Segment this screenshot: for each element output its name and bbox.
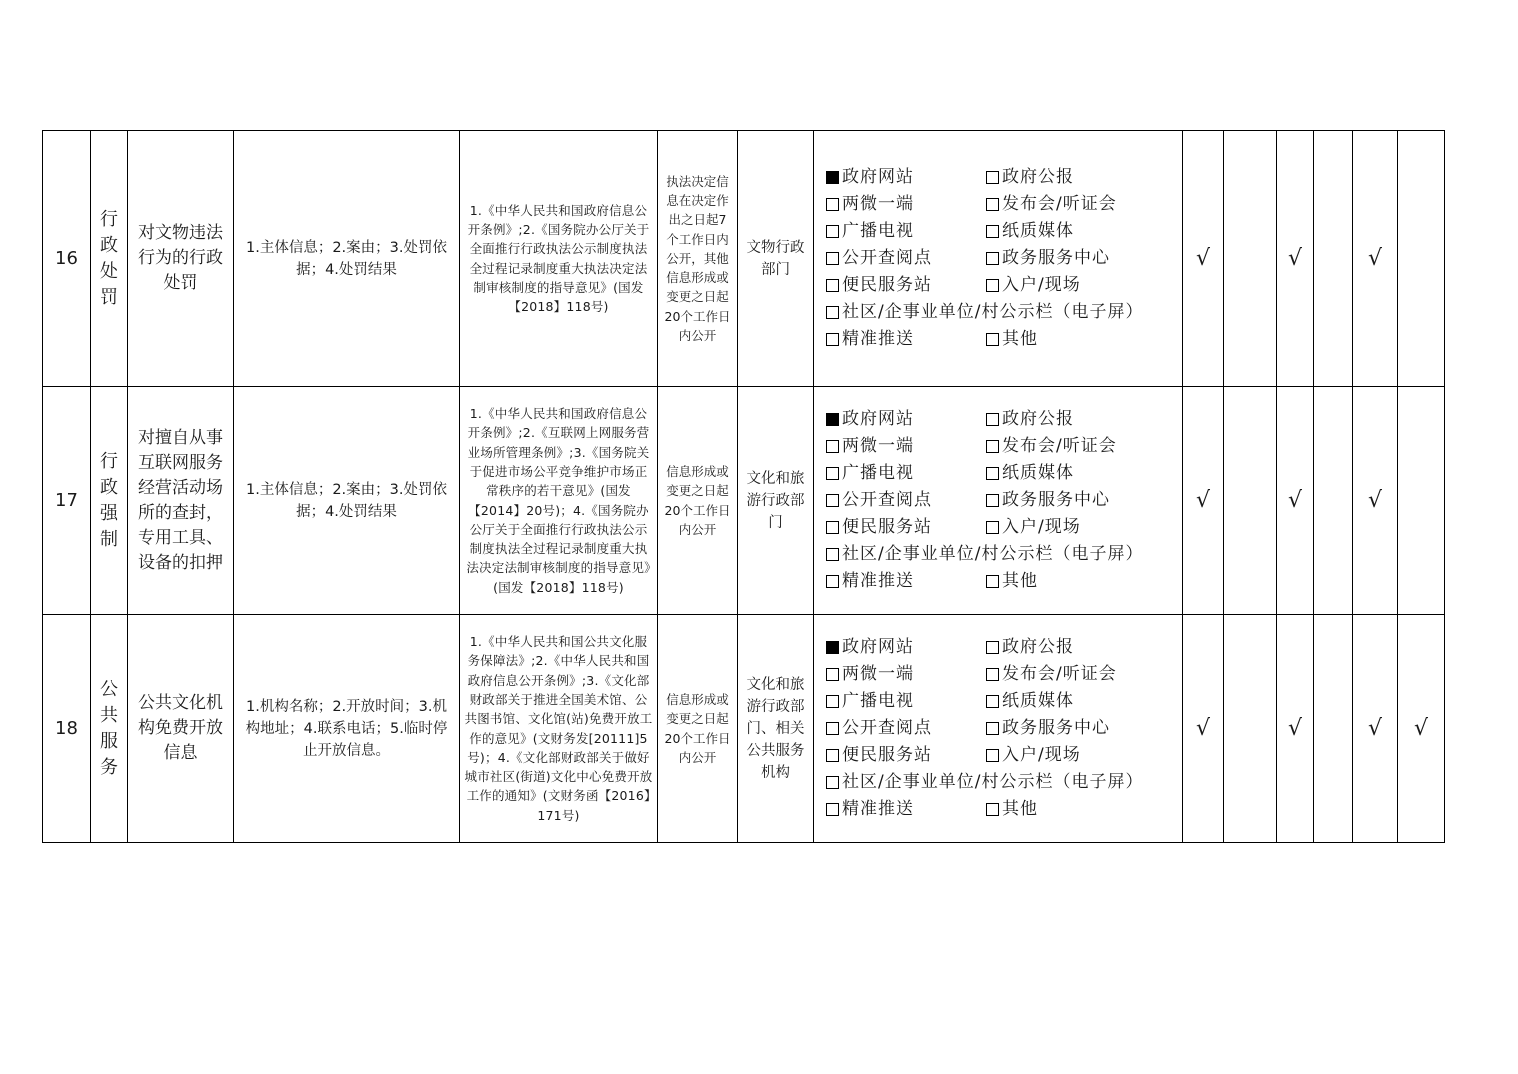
channel-label: 纸质媒体	[1002, 691, 1074, 711]
mark-cell: √	[1183, 387, 1224, 615]
checkbox-icon[interactable]	[986, 749, 999, 762]
channel-option[interactable]	[986, 191, 1183, 218]
item-name: 对擅自从事互联网服务经营活动场所的查封，专用工具、设备的扣押	[128, 387, 234, 615]
mark-cell	[1224, 387, 1277, 615]
disclosure-subject: 文化和旅游行政部门	[738, 387, 814, 615]
category-char: 政	[100, 476, 118, 498]
legal-basis: 1.《中华人民共和国政府信息公开条例》;2.《互联网上网服务营业场所管理条例》;3.《国务院关于促进市场公平竞争维护市场正常秩序的若干意见》(国发【2014】20号)；4.《国务院办公厅关于全面推行行政执法公示制度执法全过程记录制度重大执法决定法制审核制度的指导意见》(国发【2018】118号)	[460, 387, 658, 615]
checkbox-icon[interactable]	[986, 494, 999, 507]
table-row	[43, 131, 1445, 387]
mark-cell: √	[1183, 615, 1224, 843]
category-char: 罚	[100, 286, 118, 308]
checkbox-icon[interactable]	[826, 575, 839, 588]
channel-label: 精准推送	[842, 571, 914, 591]
channel-label: 发布会/听证会	[1002, 664, 1117, 684]
checkbox-icon[interactable]	[826, 467, 839, 480]
channel-label: 公开查阅点	[842, 490, 932, 510]
channel-option[interactable]	[826, 487, 986, 514]
category-char: 服	[100, 730, 118, 752]
checked-box-icon[interactable]	[826, 171, 839, 184]
channel-label: 政务服务中心	[1002, 718, 1110, 738]
category-cell	[91, 131, 128, 387]
checkbox-icon[interactable]	[986, 413, 999, 426]
channel-label: 便民服务站	[842, 517, 932, 537]
channel-option[interactable]	[986, 661, 1183, 688]
mark-cell: √	[1277, 615, 1314, 843]
mark-cell	[1314, 615, 1353, 843]
channel-label: 入户/现场	[1002, 517, 1081, 537]
checkbox-icon[interactable]	[826, 776, 839, 789]
checked-box-icon[interactable]	[826, 413, 839, 426]
channel-label: 政府公报	[1002, 409, 1074, 429]
channel-label: 广播电视	[842, 463, 914, 483]
checkbox-icon[interactable]	[826, 521, 839, 534]
channel-label: 广播电视	[842, 221, 914, 241]
disclosure-time: 信息形成或变更之日起20个工作日内公开	[658, 615, 738, 843]
channel-option[interactable]	[826, 634, 986, 661]
checkbox-icon[interactable]	[986, 198, 999, 211]
checked-box-icon[interactable]	[826, 641, 839, 654]
legal-basis: 1.《中华人民共和国公共文化服务保障法》;2.《中华人民共和国政府信息公开条例》;3.《文化部财政部关于推进全国美术馆、公共图书馆、文化馆(站)免费开放工作的意见》(文财务发[20111]5号)；4.《文化部财政部关于做好城市社区(街道)文化中心免费开放工作的通知》(文财务函【2016】171号)	[460, 615, 658, 843]
channel-option[interactable]	[986, 272, 1183, 299]
channel-option[interactable]	[826, 742, 986, 769]
mark-cell	[1314, 131, 1353, 387]
checkbox-icon[interactable]	[826, 252, 839, 265]
category-char: 强	[100, 502, 118, 524]
checkbox-icon[interactable]	[826, 494, 839, 507]
category-char: 制	[100, 528, 118, 550]
checkbox-icon[interactable]	[986, 722, 999, 735]
checkbox-icon[interactable]	[826, 440, 839, 453]
channel-option[interactable]	[826, 568, 986, 595]
channel-label: 其他	[1002, 571, 1038, 591]
mark-cell	[1224, 615, 1277, 843]
channel-option[interactable]	[826, 245, 986, 272]
channel-option[interactable]	[826, 191, 986, 218]
channel-option[interactable]	[986, 433, 1183, 460]
disclosure-subject: 文物行政部门	[738, 131, 814, 387]
mark-cell	[1224, 131, 1277, 387]
mark-cell: √	[1353, 615, 1398, 843]
disclosure-table	[42, 130, 1445, 843]
channel-option[interactable]	[986, 715, 1183, 742]
channel-option[interactable]	[986, 568, 1183, 595]
table-row	[43, 615, 1445, 843]
channel-option[interactable]	[986, 742, 1183, 769]
channels-cell	[814, 387, 1183, 615]
item-name: 对文物违法行为的行政处罚	[128, 131, 234, 387]
channel-label: 纸质媒体	[1002, 221, 1074, 241]
channel-label: 发布会/听证会	[1002, 436, 1117, 456]
channel-option[interactable]	[986, 164, 1183, 191]
channel-options	[826, 634, 1182, 823]
channel-option[interactable]	[986, 487, 1183, 514]
category-char: 处	[100, 260, 118, 282]
category-char: 行	[100, 450, 118, 472]
channel-label: 政府公报	[1002, 167, 1074, 187]
channel-label: 政府网站	[842, 167, 914, 187]
channel-option[interactable]	[826, 433, 986, 460]
channel-option[interactable]	[826, 218, 986, 245]
mark-cell: √	[1277, 387, 1314, 615]
category-cell	[91, 615, 128, 843]
channel-label: 政务服务中心	[1002, 248, 1110, 268]
category-char: 公	[100, 678, 118, 700]
channel-label: 两微一端	[842, 436, 914, 456]
disclosure-time: 信息形成或变更之日起20个工作日内公开	[658, 387, 738, 615]
channel-option[interactable]	[826, 715, 986, 742]
mark-cell: √	[1277, 131, 1314, 387]
disclosure-content: 1.主体信息；2.案由；3.处罚依据；4.处罚结果	[234, 387, 460, 615]
channel-option[interactable]	[986, 514, 1183, 541]
mark-cell: √	[1183, 131, 1224, 387]
checkbox-icon[interactable]	[826, 333, 839, 346]
channel-option[interactable]	[826, 406, 986, 433]
channel-option[interactable]	[826, 661, 986, 688]
checkbox-icon[interactable]	[826, 198, 839, 211]
checkbox-icon[interactable]	[826, 803, 839, 816]
channel-option[interactable]	[826, 688, 986, 715]
category-char: 务	[100, 756, 118, 778]
channel-option[interactable]	[986, 688, 1183, 715]
channel-option[interactable]	[826, 164, 986, 191]
checkbox-icon[interactable]	[986, 668, 999, 681]
channel-label: 入户/现场	[1002, 275, 1081, 295]
channel-option[interactable]	[986, 460, 1183, 487]
mark-cell	[1398, 387, 1445, 615]
channel-option[interactable]	[826, 326, 986, 353]
row-number: 18	[43, 615, 91, 843]
category-char: 共	[100, 704, 118, 726]
disclosure-subject: 文化和旅游行政部门、相关公共服务机构	[738, 615, 814, 843]
checkbox-icon[interactable]	[826, 225, 839, 238]
channel-option[interactable]	[986, 245, 1183, 272]
checkbox-icon[interactable]	[986, 171, 999, 184]
disclosure-content: 1.主体信息；2.案由；3.处罚依据；4.处罚结果	[234, 131, 460, 387]
channel-label: 广播电视	[842, 691, 914, 711]
checkbox-icon[interactable]	[986, 252, 999, 265]
channel-label: 公开查阅点	[842, 248, 932, 268]
channel-label: 政府网站	[842, 637, 914, 657]
channel-label: 公开查阅点	[842, 718, 932, 738]
channel-label: 社区/企事业单位/村公示栏（电子屏）	[842, 772, 1144, 792]
disclosure-time: 执法决定信息在决定作出之日起7个工作日内公开，其他信息形成或变更之日起20个工作日内公开	[658, 131, 738, 387]
channel-label: 其他	[1002, 799, 1038, 819]
channel-label: 两微一端	[842, 664, 914, 684]
channel-label: 发布会/听证会	[1002, 194, 1117, 214]
channel-label: 入户/现场	[1002, 745, 1081, 765]
checkbox-icon[interactable]	[986, 695, 999, 708]
channel-label: 社区/企事业单位/村公示栏（电子屏）	[842, 302, 1144, 322]
channel-option[interactable]	[986, 634, 1183, 661]
channel-option[interactable]	[986, 218, 1183, 245]
channel-option[interactable]	[826, 272, 986, 299]
checkbox-icon[interactable]	[826, 279, 839, 292]
table-row	[43, 387, 1445, 615]
channel-label: 纸质媒体	[1002, 463, 1074, 483]
checkbox-icon[interactable]	[986, 279, 999, 292]
channel-label: 政府公报	[1002, 637, 1074, 657]
channel-option[interactable]	[986, 796, 1183, 823]
channel-option[interactable]	[826, 796, 986, 823]
mark-cell	[1314, 387, 1353, 615]
checkbox-icon[interactable]	[826, 722, 839, 735]
channel-option[interactable]	[826, 514, 986, 541]
mark-cell: √	[1353, 387, 1398, 615]
channel-option[interactable]	[826, 460, 986, 487]
row-number: 17	[43, 387, 91, 615]
channel-label: 其他	[1002, 329, 1038, 349]
channel-option[interactable]	[986, 326, 1183, 353]
channel-option[interactable]	[986, 406, 1183, 433]
channel-options	[826, 406, 1182, 595]
channel-label: 政务服务中心	[1002, 490, 1110, 510]
checkbox-icon[interactable]	[986, 440, 999, 453]
checkbox-icon[interactable]	[826, 749, 839, 762]
channel-label: 两微一端	[842, 194, 914, 214]
channel-label: 政府网站	[842, 409, 914, 429]
checkbox-icon[interactable]	[986, 467, 999, 480]
channels-cell	[814, 131, 1183, 387]
checkbox-icon[interactable]	[986, 641, 999, 654]
category-char: 行	[100, 208, 118, 230]
legal-basis: 1.《中华人民共和国政府信息公开条例》;2.《国务院办公厅关于全面推行行政执法公示制度执法全过程记录制度重大执法决定法制审核制度的指导意见》(国发【2018】118号)	[460, 131, 658, 387]
checkbox-icon[interactable]	[986, 521, 999, 534]
checkbox-icon[interactable]	[826, 668, 839, 681]
checkbox-icon[interactable]	[986, 225, 999, 238]
disclosure-content: 1.机构名称；2.开放时间；3.机构地址；4.联系电话；5.临时停止开放信息。	[234, 615, 460, 843]
category-char: 政	[100, 234, 118, 256]
channel-label: 精准推送	[842, 329, 914, 349]
checkbox-icon[interactable]	[986, 803, 999, 816]
channel-label: 便民服务站	[842, 275, 932, 295]
checkbox-icon[interactable]	[826, 548, 839, 561]
row-number: 16	[43, 131, 91, 387]
channel-label: 社区/企事业单位/村公示栏（电子屏）	[842, 544, 1144, 564]
channel-label: 精准推送	[842, 799, 914, 819]
channel-option[interactable]	[826, 769, 1183, 796]
mark-cell	[1398, 131, 1445, 387]
item-name: 公共文化机构免费开放信息	[128, 615, 234, 843]
checkbox-icon[interactable]	[986, 333, 999, 346]
channel-options	[826, 164, 1182, 353]
channel-label: 便民服务站	[842, 745, 932, 765]
checkbox-icon[interactable]	[826, 695, 839, 708]
table-body	[43, 131, 1445, 843]
channel-option[interactable]	[826, 541, 1183, 568]
channel-option[interactable]	[826, 299, 1183, 326]
mark-cell: √	[1398, 615, 1445, 843]
channels-cell	[814, 615, 1183, 843]
checkbox-icon[interactable]	[826, 306, 839, 319]
mark-cell: √	[1353, 131, 1398, 387]
category-cell	[91, 387, 128, 615]
checkbox-icon[interactable]	[986, 575, 999, 588]
